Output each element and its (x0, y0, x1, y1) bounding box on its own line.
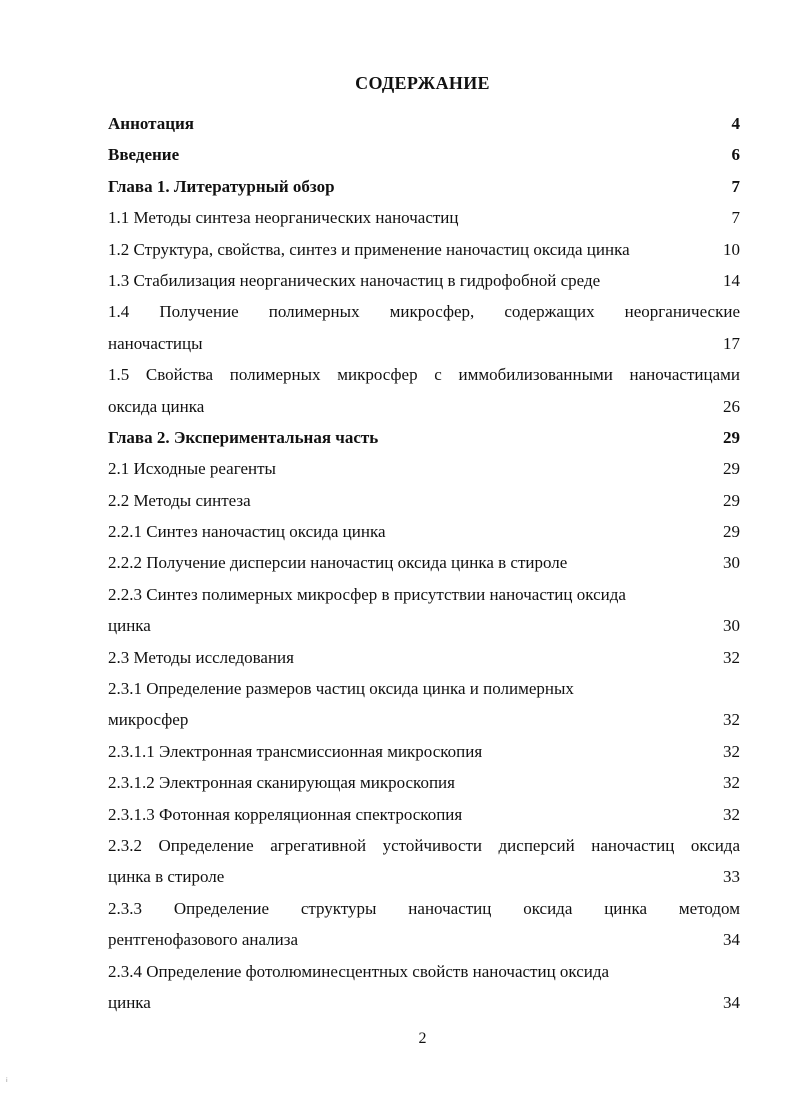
toc-entry-text-line2: цинка (108, 992, 151, 1012)
toc-entry-page: 7 (731, 176, 740, 196)
toc-entry-page: 32 (723, 773, 740, 793)
toc-entry-text: 2.2 Методы синтеза (108, 490, 251, 510)
toc-entry-text: 2.3.1.3 Фотонная корреляционная спектроскопия (108, 804, 463, 824)
toc-entry-text: Введение (108, 145, 180, 165)
toc-entry-page: 26 (723, 396, 740, 416)
toc-entry-page: 32 (723, 804, 740, 824)
toc-entry-introduction (108, 139, 740, 170)
toc-entry-page: 33 (723, 867, 740, 887)
toc-entry-text: Глава 1. Литературный обзор (108, 176, 335, 196)
toc-entry-2-3-2 (108, 830, 740, 893)
toc-title: СОДЕРЖАНИЕ (355, 73, 490, 93)
toc-entry-page: 7 (731, 208, 740, 228)
toc-entry-page: 17 (723, 333, 740, 353)
toc-entry-page: 29 (723, 427, 740, 447)
toc-entry-1-1 (108, 202, 740, 233)
toc-entry-text-line2: микросфер (108, 710, 189, 730)
toc-entry-text: Глава 2. Экспериментальная часть (108, 427, 379, 447)
toc-entry-text: 2.2.1 Синтез наночастиц оксида цинка (108, 522, 386, 542)
toc-entry-2-3-1-1 (108, 736, 740, 767)
toc-entry-page: 32 (723, 741, 740, 761)
toc-entry-2-3-3 (108, 893, 740, 956)
toc-entry-2-3-4 (108, 956, 740, 1019)
toc-entry-page: 4 (731, 114, 740, 133)
toc-entry-text: 2.3 Методы исследования (108, 647, 294, 667)
toc-entry-1-4 (108, 296, 740, 359)
toc-entry-2-2-2 (108, 547, 740, 578)
toc-entry-2-3-1-2 (108, 767, 740, 798)
toc-entry-text-line1: 2.2.3 Синтез полимерных микросфер в присутствии наночастиц оксида (108, 584, 626, 604)
toc-entry-text-line2: наночастицы (108, 333, 203, 353)
toc-entry-2-3 (108, 642, 740, 673)
toc-entry-text: 1.2 Структура, свойства, синтез и применение наночастиц оксида цинка (108, 239, 630, 259)
toc-entry-page: 32 (723, 647, 740, 667)
toc-entry-text-line1: 1.5 Свойства полимерных микросфер с иммобилизованными наночастицами (108, 365, 740, 385)
toc-entry-page: 6 (731, 145, 740, 165)
toc-entry-text-line1: 2.3.2 Определение агрегативной устойчивости дисперсий наночастиц оксида (108, 835, 740, 855)
toc-entry-text-line2: оксида цинка (108, 396, 205, 416)
toc-entry-page: 32 (723, 710, 740, 730)
toc-entry-2-3-1 (108, 673, 740, 736)
toc-entry-2-2-1 (108, 516, 740, 547)
toc-entry-page: 29 (723, 522, 740, 542)
toc-entry-text: 1.1 Методы синтеза неорганических наночастиц (108, 208, 459, 228)
toc-entry-page: 30 (723, 553, 740, 573)
toc-entry-text-line1: 2.3.1 Определение размеров частиц оксида цинка и полимерных (108, 679, 574, 699)
toc-entry-text-line1: 2.3.4 Определение фотолюминесцентных свойств наночастиц оксида (108, 961, 610, 981)
toc-entry-text: 2.1 Исходные реагенты (108, 459, 276, 479)
toc-entry-1-2 (108, 234, 740, 265)
toc-entry-text-line1: 2.3.3 Определение структуры наночастиц оксида цинка методом (108, 898, 740, 918)
toc-entry-text-line2: рентгенофазового анализа (108, 930, 299, 950)
toc-entry-page: 29 (723, 490, 740, 510)
toc-entry-text: 2.3.1.1 Электронная трансмиссионная микроскопия (108, 741, 483, 761)
toc-entry-page: 29 (723, 459, 740, 479)
table-of-contents (108, 108, 740, 1018)
toc-entry-text: 2.2.2 Получение дисперсии наночастиц оксида цинка в стироле (108, 553, 568, 573)
toc-entry-1-3 (108, 265, 740, 296)
toc-entry-page: 30 (723, 616, 740, 636)
toc-entry-page: 34 (723, 930, 740, 950)
toc-entry-2-2-3 (108, 579, 740, 642)
toc-entry-text: Аннотация (108, 114, 194, 133)
scan-mark: ⁞ (6, 1078, 8, 1084)
toc-entry-text: 1.3 Стабилизация неорганических наночастиц в гидрофобной среде (108, 270, 601, 290)
toc-entry-chapter-2 (108, 422, 740, 453)
toc-entry-annotation (108, 108, 740, 139)
page-number: 2 (418, 1030, 427, 1047)
toc-entry-text-line2: цинка в стироле (108, 867, 225, 887)
toc-entry-1-5 (108, 359, 740, 422)
toc-entry-text: 2.3.1.2 Электронная сканирующая микроскопия (108, 773, 455, 793)
toc-entry-2-3-1-3 (108, 799, 740, 830)
toc-entry-2-1 (108, 453, 740, 484)
toc-entry-text-line2: цинка (108, 616, 151, 636)
toc-entry-page: 10 (723, 239, 740, 259)
toc-entry-chapter-1 (108, 171, 740, 202)
toc-entry-page: 34 (723, 992, 740, 1012)
toc-entry-2-2 (108, 485, 740, 516)
toc-entry-page: 14 (723, 270, 740, 290)
toc-entry-text-line1: 1.4 Получение полимерных микросфер, содержащих неорганические (108, 302, 740, 322)
